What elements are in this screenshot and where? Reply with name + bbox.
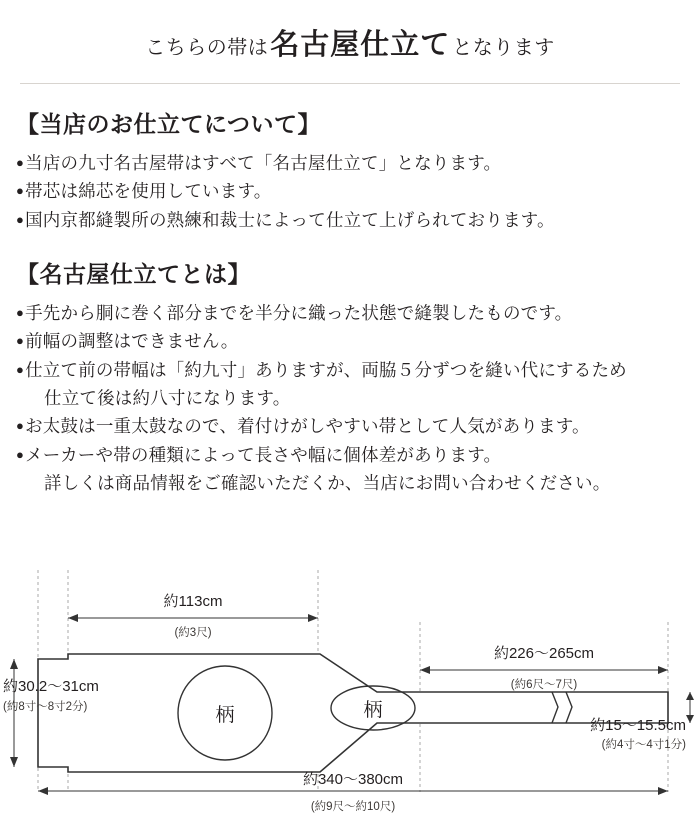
- bullet-dot-icon: ●: [16, 211, 25, 227]
- dimension-total-length-sub: (約9尺〜約10尺): [310, 801, 396, 813]
- bullet-dot-icon: ●: [16, 361, 25, 377]
- bullet-dot-icon: ●: [16, 305, 25, 321]
- list-item-text: 前幅の調整はできません。: [25, 331, 239, 352]
- list-item-text: 手先から胴に巻く部分までを半分に織った状態で縫製したものです。: [25, 303, 573, 324]
- bullet-dot-icon: ●: [16, 155, 25, 170]
- list-item-text: 仕立て前の帯幅は「約九寸」ありますが、両脇５分ずつを縫い代にするため: [25, 359, 627, 380]
- obi-dimension-diagram: [0, 562, 700, 840]
- section-about-tailoring: [16, 106, 684, 234]
- dimension-left-width-value: 約30.2〜31cm: [3, 678, 99, 695]
- list-item: [16, 356, 684, 413]
- list-item-text: メーカーや帯の種類によって長さや幅に個体差があります。: [25, 444, 502, 465]
- dimension-left-width-sub: (約8寸〜8寸2分): [3, 701, 88, 713]
- section-what-is-nagoya: [16, 256, 684, 497]
- bullet-dot-icon: ●: [16, 183, 25, 199]
- section-title: 【名古屋仕立てとは】: [16, 261, 251, 288]
- dimension-top-length: [68, 593, 318, 639]
- dimension-total-length-value: 約340〜380cm: [302, 771, 404, 788]
- list-item-text: 当店の九寸名古屋帯はすべて「名古屋仕立て」となります。: [25, 153, 502, 173]
- bullet-list: [16, 149, 684, 234]
- list-item-text: 国内京都縫製所の熟練和裁士によって仕立て上げられております。: [25, 209, 555, 230]
- dimension-right-length: [420, 645, 668, 691]
- dimension-right-width-sub: (約4寸〜4寸1分): [601, 739, 686, 751]
- content-area: [0, 106, 700, 497]
- bullet-dot-icon: ●: [16, 333, 25, 349]
- list-item-text-continued: 仕立て後は約八寸になります。: [44, 388, 291, 409]
- pattern-label-large: 柄: [215, 705, 235, 726]
- dimension-right-length-sub: (約6尺〜7尺): [510, 679, 578, 691]
- dimension-right-width-value: 約15〜15.5cm: [590, 717, 686, 734]
- list-item: [16, 441, 684, 498]
- list-item: [16, 299, 684, 327]
- list-item: [16, 177, 684, 205]
- bullet-dot-icon: ●: [16, 446, 25, 462]
- page-title: [0, 0, 700, 67]
- obi-shape: [38, 654, 668, 772]
- list-item: [16, 149, 684, 177]
- list-item: [16, 327, 684, 355]
- list-item: [16, 412, 684, 440]
- section-title: 【当店のお仕立てについて】: [16, 111, 322, 137]
- list-item-text: お太鼓は一重太鼓なので、着付けがしやすい帯として人気があります。: [25, 416, 590, 437]
- list-item-text-continued: 詳しくは商品情報をご確認いただくか、当店にお問い合わせください。: [44, 473, 611, 494]
- page-title-suffix: となります: [452, 37, 555, 59]
- dimension-right-length-value: 約226〜265cm: [493, 645, 595, 662]
- dimension-total-length: [38, 771, 668, 813]
- bullet-list: [16, 299, 684, 497]
- header-divider: [20, 83, 680, 84]
- list-item: [16, 206, 684, 234]
- pattern-label-small: 柄: [363, 700, 383, 721]
- dimension-top-length-sub: (約3尺): [174, 627, 212, 639]
- bullet-dot-icon: ●: [16, 418, 25, 434]
- dimension-top-length-value: 約113cm: [163, 593, 223, 610]
- page-title-emphasis: 名古屋仕立て: [270, 29, 451, 61]
- page-title-prefix: こちらの帯は: [145, 37, 269, 59]
- list-item-text: 帯芯は綿芯を使用しています。: [25, 181, 272, 202]
